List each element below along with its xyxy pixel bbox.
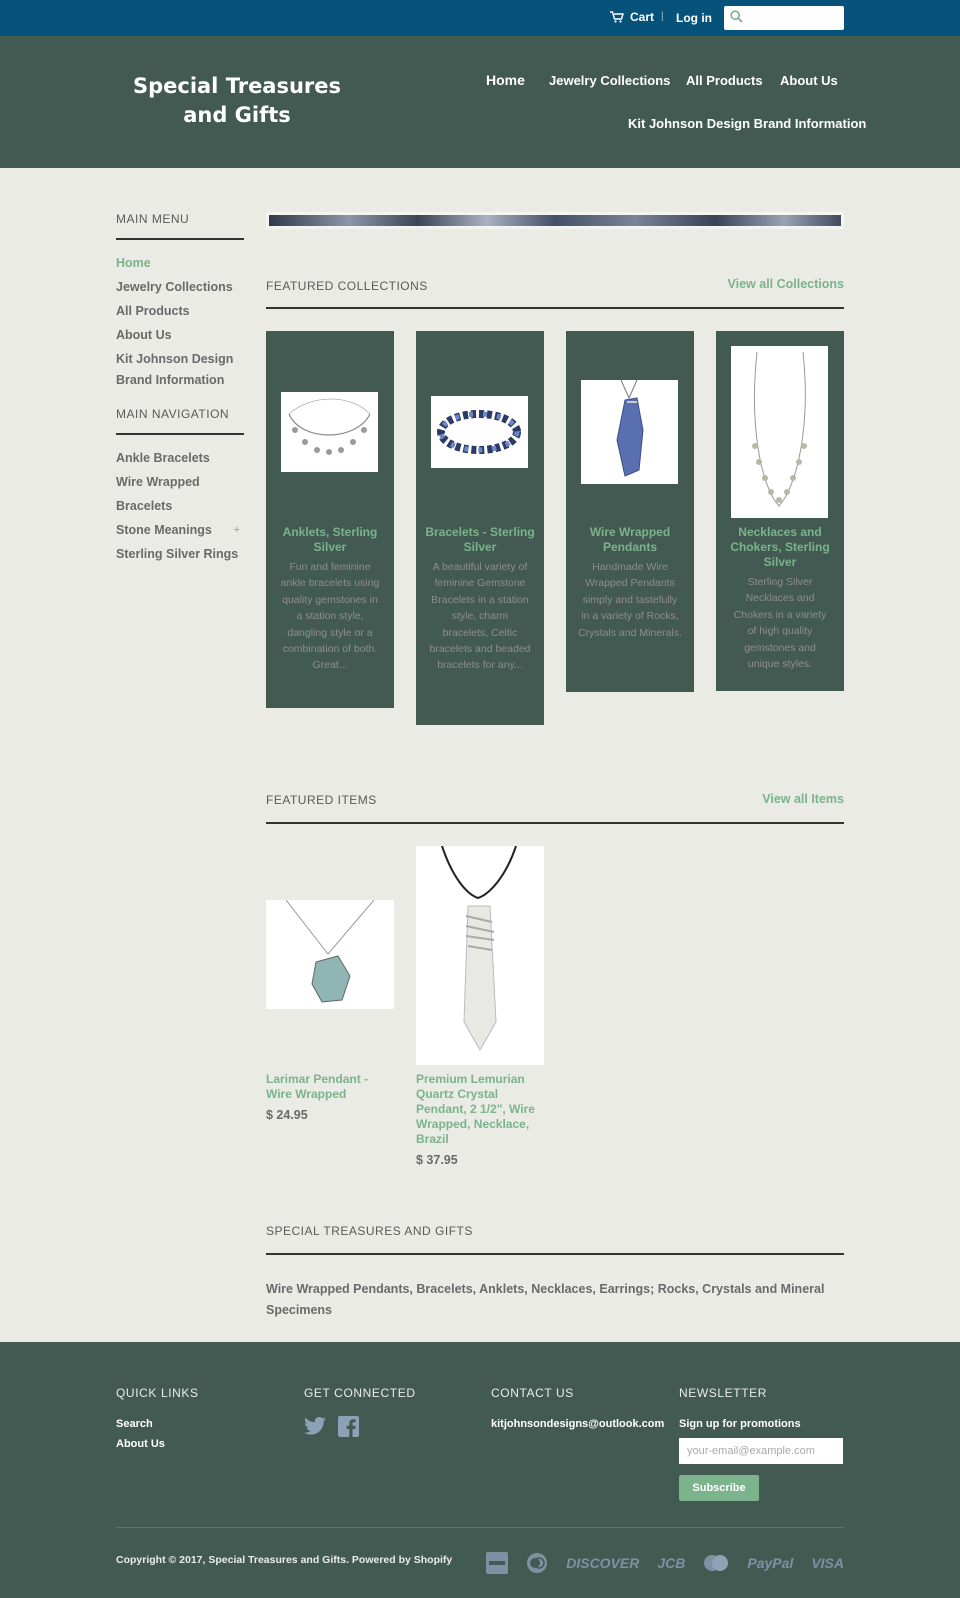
site-header [0,36,960,168]
sidebar-item-stone-meanings[interactable] [116,520,244,541]
collection-title[interactable]: Wire Wrapped Pendants [589,525,671,554]
featured-collections-header [266,277,844,309]
product-image [266,900,394,1009]
site-logo[interactable] [116,72,358,130]
newsletter-heading: NEWSLETTER [679,1386,768,1400]
sidebar-item-kit-johnson-line2[interactable]: Brand Information [116,373,225,387]
sidebar-item-home[interactable]: Home [116,256,151,270]
collection-title[interactable]: Bracelets - Sterling Silver [425,525,535,554]
logo-line-2: and Gifts [183,103,291,127]
product-title[interactable]: Premium Lemurian Quartz Crystal Pendant, 2 1/2", Wire Wrapped, Necklace, Brazil [416,1072,535,1146]
bracelet-image [431,396,528,468]
collection-title[interactable]: Anklets, Sterling Silver [282,525,378,554]
necklace-image [731,346,828,518]
amex-icon [486,1552,508,1574]
view-all-collections-link[interactable]: View all Collections [727,277,844,291]
top-bar [0,0,960,36]
nav-all-products[interactable]: All Products [686,73,763,88]
featured-items-header [266,791,844,824]
collections-grid [266,331,844,731]
cart-link[interactable] [610,10,654,24]
footer-contact-us [491,1386,664,1438]
newsletter-text: Sign up for promotions [679,1418,801,1430]
footer-get-connected [304,1386,416,1437]
product-price: $ 37.95 [416,1153,458,1167]
main-menu-heading: MAIN MENU [116,212,244,240]
collection-description: Handmade Wire Wrapped Pendants simply and tastefully in a variety of Rocks, Crystals and Minerals. [578,561,682,639]
logo-line-1: Special Treasures [132,74,342,98]
collection-card[interactable] [416,331,544,725]
sidebar-item-kit-johnson-line1[interactable]: Kit Johnson Design [116,352,234,366]
about-section-title: SPECIAL TREASURES AND GIFTS [266,1224,473,1238]
search-input[interactable] [748,9,838,27]
sidebar-item-ankle-bracelets[interactable]: Ankle Bracelets [116,451,210,465]
collection-image [431,396,528,468]
footer-link-search[interactable]: Search [116,1418,153,1430]
payment-icons [486,1552,844,1574]
site-footer [0,1342,960,1598]
collection-image [281,392,378,472]
sidebar [116,212,244,568]
diners-club-icon [526,1552,548,1574]
hero-banner[interactable] [266,212,844,229]
collection-title[interactable]: Necklaces and Chokers, Sterling Silver [730,525,830,569]
stone-meanings-label: Stone Meanings [116,523,212,537]
featured-collections-title: FEATURED COLLECTIONS [266,279,428,293]
search-box[interactable] [724,6,844,30]
sidebar-item-wire-wrapped[interactable]: Wire Wrapped [116,475,200,489]
top-separator: | [661,11,664,22]
sidebar-item-bracelets[interactable]: Bracelets [116,499,173,513]
main-menu-list [116,253,244,391]
contact-email-link[interactable]: kitjohnsondesigns@outlook.com [491,1418,665,1430]
footer-divider [116,1527,844,1528]
nav-kit-johnson-brand[interactable]: Kit Johnson Design Brand Information [628,116,867,131]
main-navigation-list [116,448,244,565]
paypal-icon: PayPal [747,1555,794,1571]
collection-image [581,380,678,484]
items-grid [266,846,844,1186]
sidebar-item-jewelry-collections[interactable]: Jewelry Collections [116,280,233,294]
footer-link-about-us[interactable]: About Us [116,1438,165,1450]
collection-card[interactable] [266,331,394,708]
product-image [416,846,544,1065]
quick-links-heading: QUICK LINKS [116,1386,199,1400]
visa-icon: VISA [811,1555,844,1571]
contact-us-heading: CONTACT US [491,1386,574,1400]
pendant-image [581,380,678,484]
product-title[interactable]: Larimar Pendant - Wire Wrapped [266,1072,369,1101]
cart-label: Cart [630,10,655,24]
copyright-text: Copyright © 2017, Special Treasures and Gifts. Powered by Shopify [116,1554,453,1566]
footer-quick-links [116,1386,199,1458]
sidebar-item-all-products[interactable]: All Products [116,304,190,318]
login-link[interactable]: Log in [676,11,712,25]
nav-home[interactable]: Home [486,72,525,88]
facebook-icon[interactable] [338,1416,359,1437]
about-section-header [266,1222,844,1255]
expand-icon[interactable]: + [233,524,240,536]
featured-items-title: FEATURED ITEMS [266,793,377,807]
collection-card[interactable] [716,331,844,691]
product-price: $ 24.95 [266,1108,308,1122]
view-all-items-link[interactable]: View all Items [762,792,844,806]
larimar-pendant-image [266,900,394,1009]
newsletter-email-input[interactable] [679,1438,843,1464]
collection-description: Sterling Silver Necklaces and Chokers in a variety of high quality gemstones and unique styles. [733,576,827,671]
mastercard-icon [703,1554,729,1572]
collection-description: Fun and feminine ankle bracelets using quality gemstones in a station style, dangling style or a combination of both. Great... [280,561,380,672]
nav-jewelry-collections[interactable]: Jewelry Collections [549,73,671,88]
about-text: Wire Wrapped Pendants, Bracelets, Anklets, Necklaces, Earrings; Rocks, Crystals and Mineral Specimens [266,1282,825,1317]
discover-icon: DISCOVER [566,1555,640,1571]
sidebar-item-sterling-silver-rings[interactable]: Sterling Silver Rings [116,547,239,561]
subscribe-button[interactable]: Subscribe [679,1475,759,1501]
search-icon[interactable] [730,10,743,23]
get-connected-heading: GET CONNECTED [304,1386,416,1400]
sidebar-item-about-us[interactable]: About Us [116,328,172,342]
quartz-pendant-image [416,846,544,1065]
nav-about-us[interactable]: About Us [780,73,838,88]
footer-newsletter [679,1386,843,1501]
cart-icon [610,11,624,23]
twitter-icon[interactable] [304,1416,326,1436]
collection-image [731,346,828,518]
main-navigation-heading: MAIN NAVIGATION [116,407,244,435]
collection-card[interactable] [566,331,694,692]
anklet-image [281,392,378,472]
collection-description: A beautiful variety of feminine Gemstone Bracelets in a station style, charm bracelets, Celtic bracelets and beaded bracelets for any... [429,561,531,672]
main-content [266,212,844,1321]
jcb-icon: JCB [657,1555,686,1571]
